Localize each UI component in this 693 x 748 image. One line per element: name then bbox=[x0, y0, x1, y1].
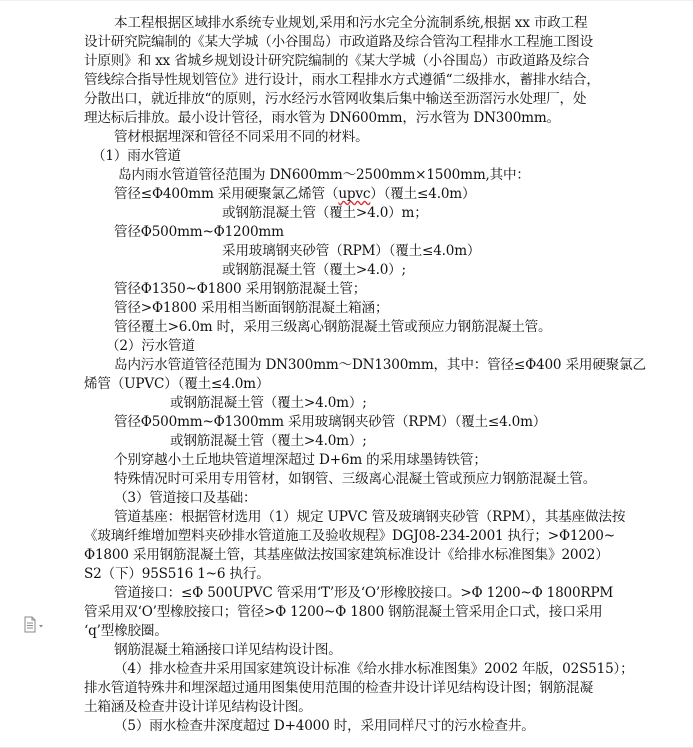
section-heading: （3）管道接口及基础： bbox=[114, 490, 257, 506]
text-line: 计原则》和 xx 省城乡规划设计研究院编制的《某大学城（小谷围岛）市政道路及综合 bbox=[84, 53, 590, 69]
section-heading: （1）雨水管道 bbox=[92, 148, 181, 164]
top-border bbox=[0, 0, 693, 1]
text-line: （5）雨水检查井深度超过 D+4000 时，采用同样尺寸的污水检查井。 bbox=[114, 718, 535, 734]
text-line: 排水管道特殊井和埋深超过通用图集使用范围的检查井设计详见结构设计图；钢筋混凝 bbox=[84, 680, 593, 696]
text-line: 管径≤Φ400mm 采用硬聚氯乙烯管（upvc）（覆土≤4.0m） bbox=[114, 186, 476, 202]
text-line: 《玻璃纤维增加塑料夹砂排水管道施工及验收规程》DGJ08-234-2001 执行；>Φ1200~ bbox=[84, 528, 615, 544]
text-line: 管道接口：≤Φ 500UPVC 管采用‘T’形及‘O’形橡胶接口。>Φ 1200~Φ 1800RPM bbox=[114, 585, 614, 601]
text-line: 或钢筋混凝土管（覆土>4.0m）; bbox=[170, 433, 367, 449]
text-line: 岛内雨水管道管径范围为 DN600mm～2500mm×1500mm,其中： bbox=[118, 167, 530, 183]
text-line: 管径>Φ1800 采用相当断面钢筋混凝土箱涵； bbox=[114, 300, 389, 316]
text-line: 或钢筋混凝土管（覆土>4.0）m； bbox=[222, 205, 428, 221]
text-line: 管径Φ1350~Φ1800 采用钢筋混凝土管； bbox=[114, 281, 367, 297]
text-line: 或钢筋混凝土管（覆土>4.0m）; bbox=[170, 395, 367, 411]
text-line: 钢筋混凝土箱涵接口详见结构设计图。 bbox=[114, 642, 342, 658]
text-line: 理达标后排放。最小设计管径，雨水管为 DN600mm，污水管为 DN300mm。 bbox=[84, 110, 560, 126]
text-line: 管径Φ500mm~Φ1300mm 采用玻璃钢夹砂管（RPM）（覆土≤4.0m） bbox=[114, 414, 547, 430]
text-line: 管道基座：根据管材选用（1）规定 UPVC 管及玻璃钢夹砂管（RPM），其基座做法按 bbox=[114, 509, 626, 525]
text-line: S2（下）95S516 1~6 执行。 bbox=[84, 566, 270, 582]
text-line: 岛内污水管道管径范围为 DN300mm～DN1300mm，其中：管径≤Φ400 采用硬聚氯乙 bbox=[114, 357, 646, 373]
text-line: 或钢筋混凝土管（覆土>4.0）; bbox=[222, 262, 406, 278]
text-line: 管径覆土>6.0m 时，采用三级离心钢筋混凝土管或预应力钢筋混凝土管。 bbox=[114, 319, 552, 335]
text-line: 本工程根据区域排水系统专业规划,采用和污水完全分流制系统,根据 xx 市政工程 bbox=[114, 15, 588, 31]
text-line: 个别穿越小土丘地块管道埋深超过 D+6m 的采用球墨铸铁管； bbox=[114, 452, 487, 468]
text-line: 管材根据埋深和管径不同采用不同的材料。 bbox=[114, 129, 369, 145]
text-line: 特殊情况时可采用专用管材，如钢管、三级离心混凝土管或预应力钢筋混凝土管。 bbox=[114, 471, 597, 487]
text-line: ‘q’型橡胶圈。 bbox=[84, 623, 168, 639]
text-line: 烯管（UPVC）（覆土≤4.0m） bbox=[84, 376, 270, 392]
text-line: 管采用双‘O’型橡胶接口；管径>Φ 1200~Φ 1800 钢筋混凝土管采用企口式，接口采用 bbox=[84, 604, 603, 620]
text-line: 土箱涵及检查井设计详见结构设计图。 bbox=[84, 699, 312, 715]
document-dropdown-icon[interactable] bbox=[22, 616, 48, 634]
section-heading: （2）污水管道 bbox=[106, 338, 195, 354]
text-line: 采用玻璃钢夹砂管（RPM）（覆土≤4.0m） bbox=[222, 243, 481, 259]
text-line: Φ1800 采用钢筋混凝土管，其基座做法按国家建筑标准设计《给排水标准图集》2002） bbox=[84, 547, 609, 563]
text-line: 管径Φ500mm~Φ1200mm bbox=[114, 224, 284, 240]
text-line: 分散出口，就近排放“的原则，污水经污水管网收集后集中输送至沥滘污水处理厂，处 bbox=[84, 91, 587, 107]
text-line: 设计研究院编制的《某大学城（小谷围岛）市政道路及综合管沟工程排水工程施工图设 bbox=[84, 34, 593, 50]
text-line: 管线综合指导性规划管位》进行设计，雨水工程排水方式遵循“二级排水，蓄排水结合， bbox=[84, 72, 600, 88]
text-line: （4）排水检查井采用国家建筑设计标准《给水排水标准图集》2002 年版，02S515）； bbox=[114, 661, 634, 677]
